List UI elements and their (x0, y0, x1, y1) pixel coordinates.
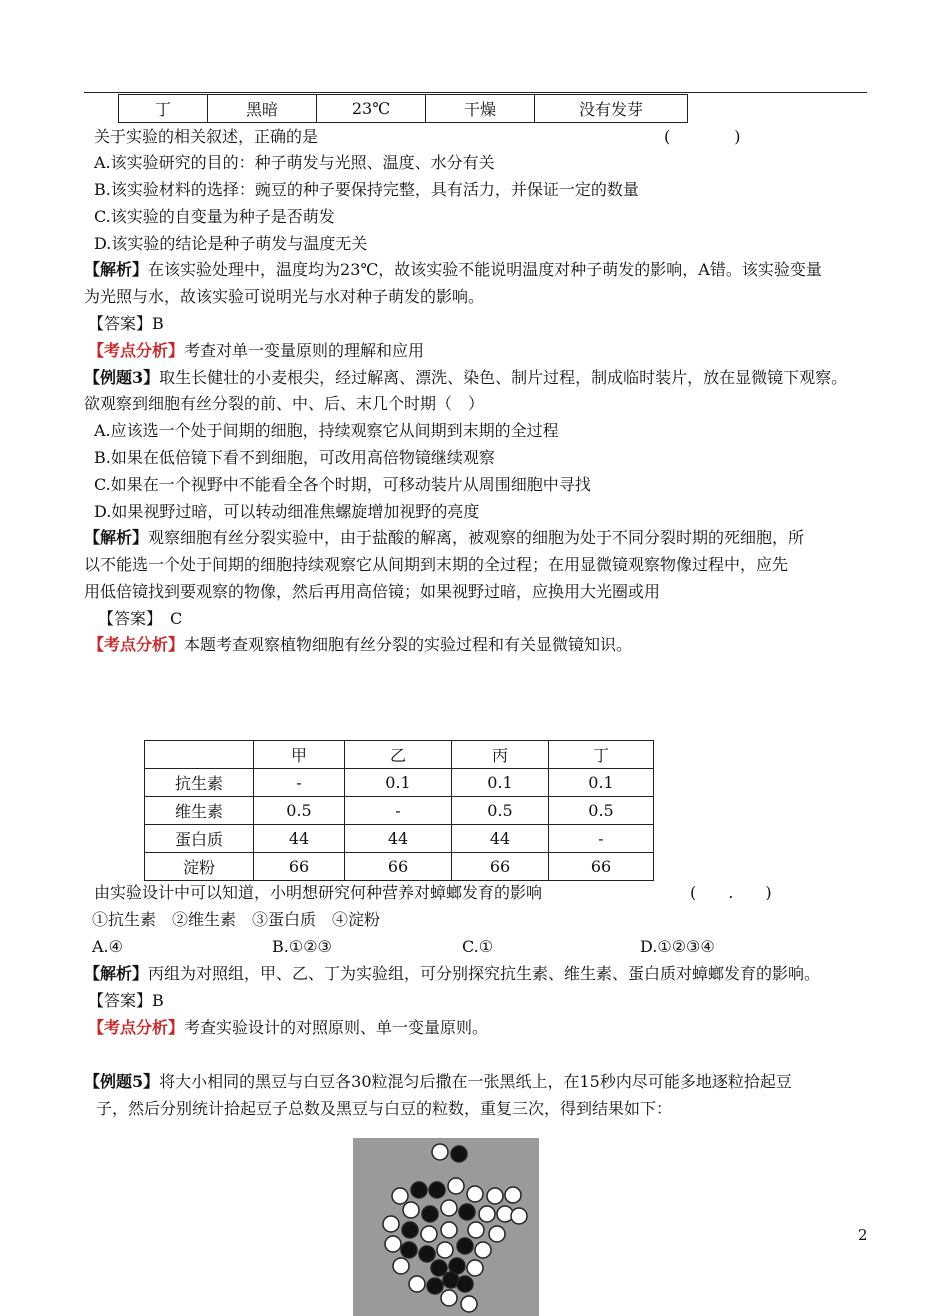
table-cell: 44 (345, 825, 452, 853)
table-cell: 没有发芽 (535, 95, 688, 123)
q2-option-d: D.该实验的结论是种子萌发与温度无关 (94, 234, 368, 253)
top-rule (84, 92, 867, 93)
q2-answer: 【答案】B (88, 314, 164, 333)
q2-kaodian: 【考点分析】考查对单一变量原则的理解和应用 (88, 341, 425, 360)
table-cell: 0.1 (345, 769, 452, 797)
q3-stem-line-1: 【例题3】取生长健壮的小麦根尖，经过解离、漂洗、染色、制片过程，制成临时装片，放在显微镜下观察。 (84, 368, 848, 387)
q2-option-a: A.该实验研究的目的：种子萌发与光照、温度、水分有关 (94, 153, 495, 172)
table-cell: - (549, 825, 654, 853)
germination-table-fragment (118, 94, 688, 123)
q3-analysis-line-1: 【解析】观察细胞有丝分裂实验中，由于盐酸的解离，被观察的细胞为处于不同分裂时期的死细胞，所 (84, 528, 805, 547)
q2-analysis-line-1: 【解析】在该实验处理中，温度均为23℃，故该实验不能说明温度对种子萌发的影响，A错。该实验变量 (84, 260, 822, 279)
table-cell: 44 (254, 825, 345, 853)
beans-illustration (353, 1138, 539, 1316)
q4-stem: 由实验设计中可以知道，小明想研究何种营养对蟑螂发育的影响 (94, 883, 543, 902)
nutrition-table (144, 740, 654, 881)
table-cell: 蛋白质 (145, 825, 254, 853)
table-cell: 66 (345, 853, 452, 881)
table-cell: 0.1 (452, 769, 549, 797)
table-cell: 黑暗 (208, 95, 317, 123)
q3-kaodian: 【考点分析】本题考查观察植物细胞有丝分裂的实验过程和有关显微镜知识。 (88, 635, 633, 654)
q4-answer: 【答案】B (88, 991, 164, 1010)
table-cell: - (345, 797, 452, 825)
beans-photo (353, 1138, 539, 1316)
q3-analysis-line-2: 以不能选一个处于间期的细胞持续观察它从间期到末期的全过程；在用显微镜观察物像过程中，应先 (84, 555, 789, 574)
table-row (145, 769, 654, 797)
q3-stem-line-2: 欲观察到细胞有丝分裂的前、中、后、末几个时期（ ） (84, 394, 485, 413)
table-cell: 23℃ (317, 95, 426, 123)
q2-analysis-line-2: 为光照与水，故该实验可说明光与水对种子萌发的影响。 (84, 287, 485, 306)
q5-stem-line-1: 【例题5】将大小相同的黑豆与白豆各30粒混匀后撒在一张黑纸上，在15秒内尽可能多地逐粒拾起豆 (84, 1072, 792, 1091)
q2-answer-paren: ( ) (664, 127, 741, 146)
table-cell: 0.5 (254, 797, 345, 825)
q2-stem: 关于实验的相关叙述，正确的是 (94, 127, 319, 146)
q3-answer: 【答案】 C (98, 609, 183, 628)
table-header-cell: 甲 (254, 741, 345, 769)
table-header-cell: 丙 (452, 741, 549, 769)
q4-items: ①抗生素 ②维生素 ③蛋白质 ④淀粉 (92, 910, 381, 929)
table-header-cell: 乙 (345, 741, 452, 769)
table-row (145, 853, 654, 881)
table-header-cell (145, 741, 254, 769)
q3-option-d: D.如果视野过暗，可以转动细准焦螺旋增加视野的亮度 (94, 502, 480, 521)
table-cell: 44 (452, 825, 549, 853)
page-number: 2 (858, 1226, 868, 1244)
table-cell: 66 (254, 853, 345, 881)
q2-option-c: C.该实验的自变量为种子是否萌发 (94, 207, 335, 226)
table-cell: 0.1 (549, 769, 654, 797)
table-cell: 淀粉 (145, 853, 254, 881)
table-cell: 0.5 (549, 797, 654, 825)
table-cell: 66 (452, 853, 549, 881)
table-row (145, 825, 654, 853)
q5-stem-line-2: 子，然后分别统计拾起豆子总数及黑豆与白豆的粒数，重复三次，得到结果如下： (96, 1099, 673, 1118)
q4-option-d: D.①②③④ (640, 937, 715, 956)
table-row (145, 797, 654, 825)
table-cell: 0.5 (452, 797, 549, 825)
q4-answer-paren: ( . ) (690, 883, 772, 902)
q3-option-c: C.如果在一个视野中不能看全各个时期，可移动装片从周围细胞中寻找 (94, 475, 591, 494)
q4-option-c: C.① (462, 937, 494, 956)
q4-analysis: 【解析】丙组为对照组，甲、乙、丁为实验组，可分别探究抗生素、维生素、蛋白质对蟑螂发育的影响。 (84, 964, 821, 983)
q3-analysis-line-3: 用低倍镜找到要观察的物像，然后再用高倍镜；如果视野过暗，应换用大光圈或用 (84, 582, 661, 601)
table-cell: 66 (549, 853, 654, 881)
table-cell: 丁 (119, 95, 208, 123)
q4-kaodian: 【考点分析】考查实验设计的对照原则、单一变量原则。 (88, 1018, 489, 1037)
q3-option-b: B.如果在低倍镜下看不到细胞，可改用高倍物镜继续观察 (94, 448, 495, 467)
q4-option-b: B.①②③ (272, 937, 332, 956)
table-cell: - (254, 769, 345, 797)
q3-option-a: A.应该选一个处于间期的细胞，持续观察它从间期到末期的全过程 (94, 421, 559, 440)
q2-option-b: B.该实验材料的选择：豌豆的种子要保持完整，具有活力，并保证一定的数量 (94, 180, 639, 199)
table-cell: 干燥 (426, 95, 535, 123)
table-cell: 维生素 (145, 797, 254, 825)
table-cell: 抗生素 (145, 769, 254, 797)
q4-option-a: A.④ (92, 937, 123, 956)
table-header-cell: 丁 (549, 741, 654, 769)
